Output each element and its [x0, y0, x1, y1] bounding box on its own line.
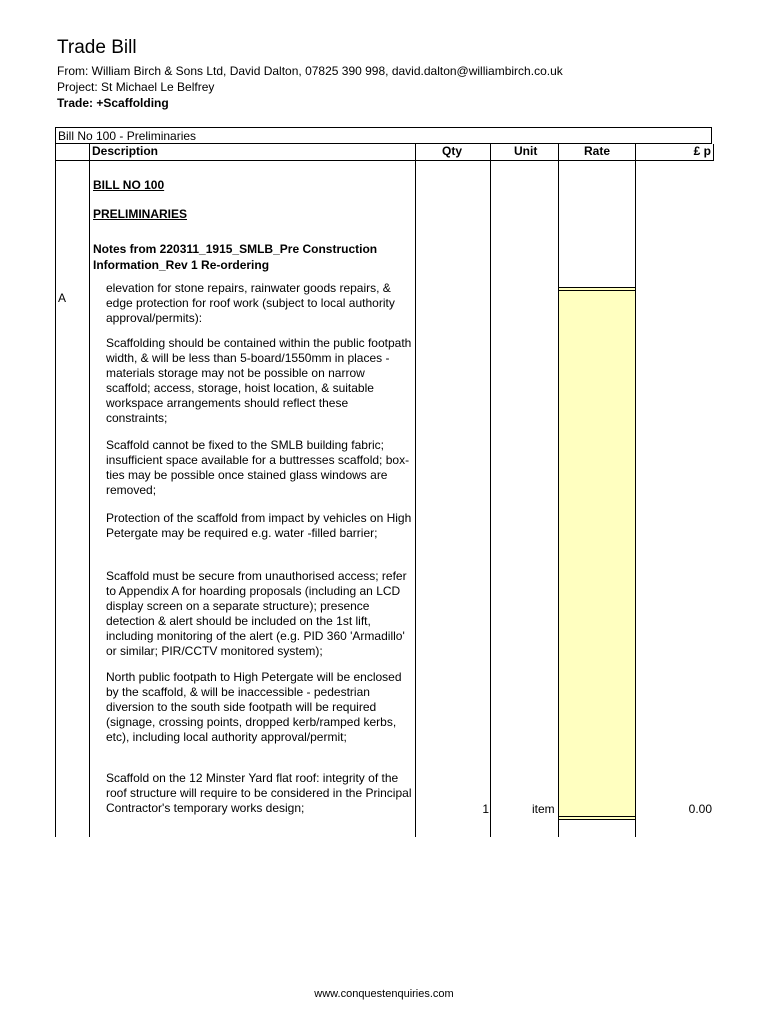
item-amount: 0.00: [688, 802, 712, 816]
column-divider: [490, 144, 491, 837]
from-line: From: William Birch & Sons Ltd, David Dalton, 07825 390 998, david.dalton@williambirch.co.uk: [57, 64, 563, 78]
item-paragraph: Protection of the scaffold from impact by vehicles on High Petergate may be required e.g. water -filled barrier;: [106, 511, 412, 540]
column-divider: [55, 144, 56, 837]
project-line: Project: St Michael Le Belfrey: [57, 80, 215, 94]
item-paragraph: Scaffolding should be contained within the public footpath width, & will be less than 5-board/1550mm in places - materials storage may not be possible on narrow scaffold; access, storage, hoist location, & suitable workspace arrangements should reflect these constraints;: [106, 336, 412, 425]
column-divider: [89, 144, 90, 837]
item-paragraph: Scaffold cannot be fixed to the SMLB building fabric; insufficient space available for a buttresses scaffold; box-ties may be possible once stained glass windows are removed;: [106, 438, 410, 497]
column-header-qty: Qty: [442, 144, 463, 158]
document-title: Trade Bill: [57, 37, 137, 58]
rate-input-cell[interactable]: [559, 287, 635, 820]
notes-heading: Notes from 220311_1915_SMLB_Pre Construction Information_Rev 1 Re-ordering: [93, 242, 378, 272]
column-header-row: [55, 144, 714, 161]
column-header-rate: Rate: [584, 144, 611, 158]
item-paragraph: North public footpath to High Petergate will be enclosed by the scaffold, & will be inaccessible - pedestrian diversion to the south side footpath will be required (signage, crossing points, dropped kerb/ramped kerbs, etc), including local authority approval/permit;: [106, 670, 402, 744]
item-qty: 1: [482, 802, 489, 816]
column-divider: [415, 144, 416, 837]
section-heading: PRELIMINARIES: [93, 207, 188, 221]
footer-url: www.conquestenquiries.com: [314, 988, 454, 1000]
bill-header: Bill No 100 - Preliminaries: [55, 127, 712, 144]
bill-number-heading: BILL NO 100: [93, 178, 165, 192]
item-unit: item: [532, 802, 555, 816]
trade-line: Trade: +Scaffolding: [57, 96, 169, 110]
item-paragraph: Scaffold must be secure from unauthorised access; refer to Appendix A for hoarding proposals (including an LCD display screen on a separate structure); presence detection & alert should be included on the 1st lift, including monitoring of the alert (e.g. PID 360 'Armadillo' or similar; PIR/CCTV monitored system);: [106, 569, 407, 658]
item-reference: A: [58, 291, 67, 305]
item-paragraph: elevation for stone repairs, rainwater goods repairs, & edge protection for roof work (subject to local authority approval/permits):: [106, 281, 395, 325]
column-header-description: Description: [92, 144, 159, 158]
item-paragraph: Scaffold on the 12 Minster Yard flat roof: integrity of the roof structure will require to be considered in the Principal Contractor's temporary works design;: [106, 771, 412, 815]
column-header-amount: £ p: [693, 144, 711, 158]
column-divider: [635, 144, 636, 837]
column-header-unit: Unit: [514, 144, 538, 158]
